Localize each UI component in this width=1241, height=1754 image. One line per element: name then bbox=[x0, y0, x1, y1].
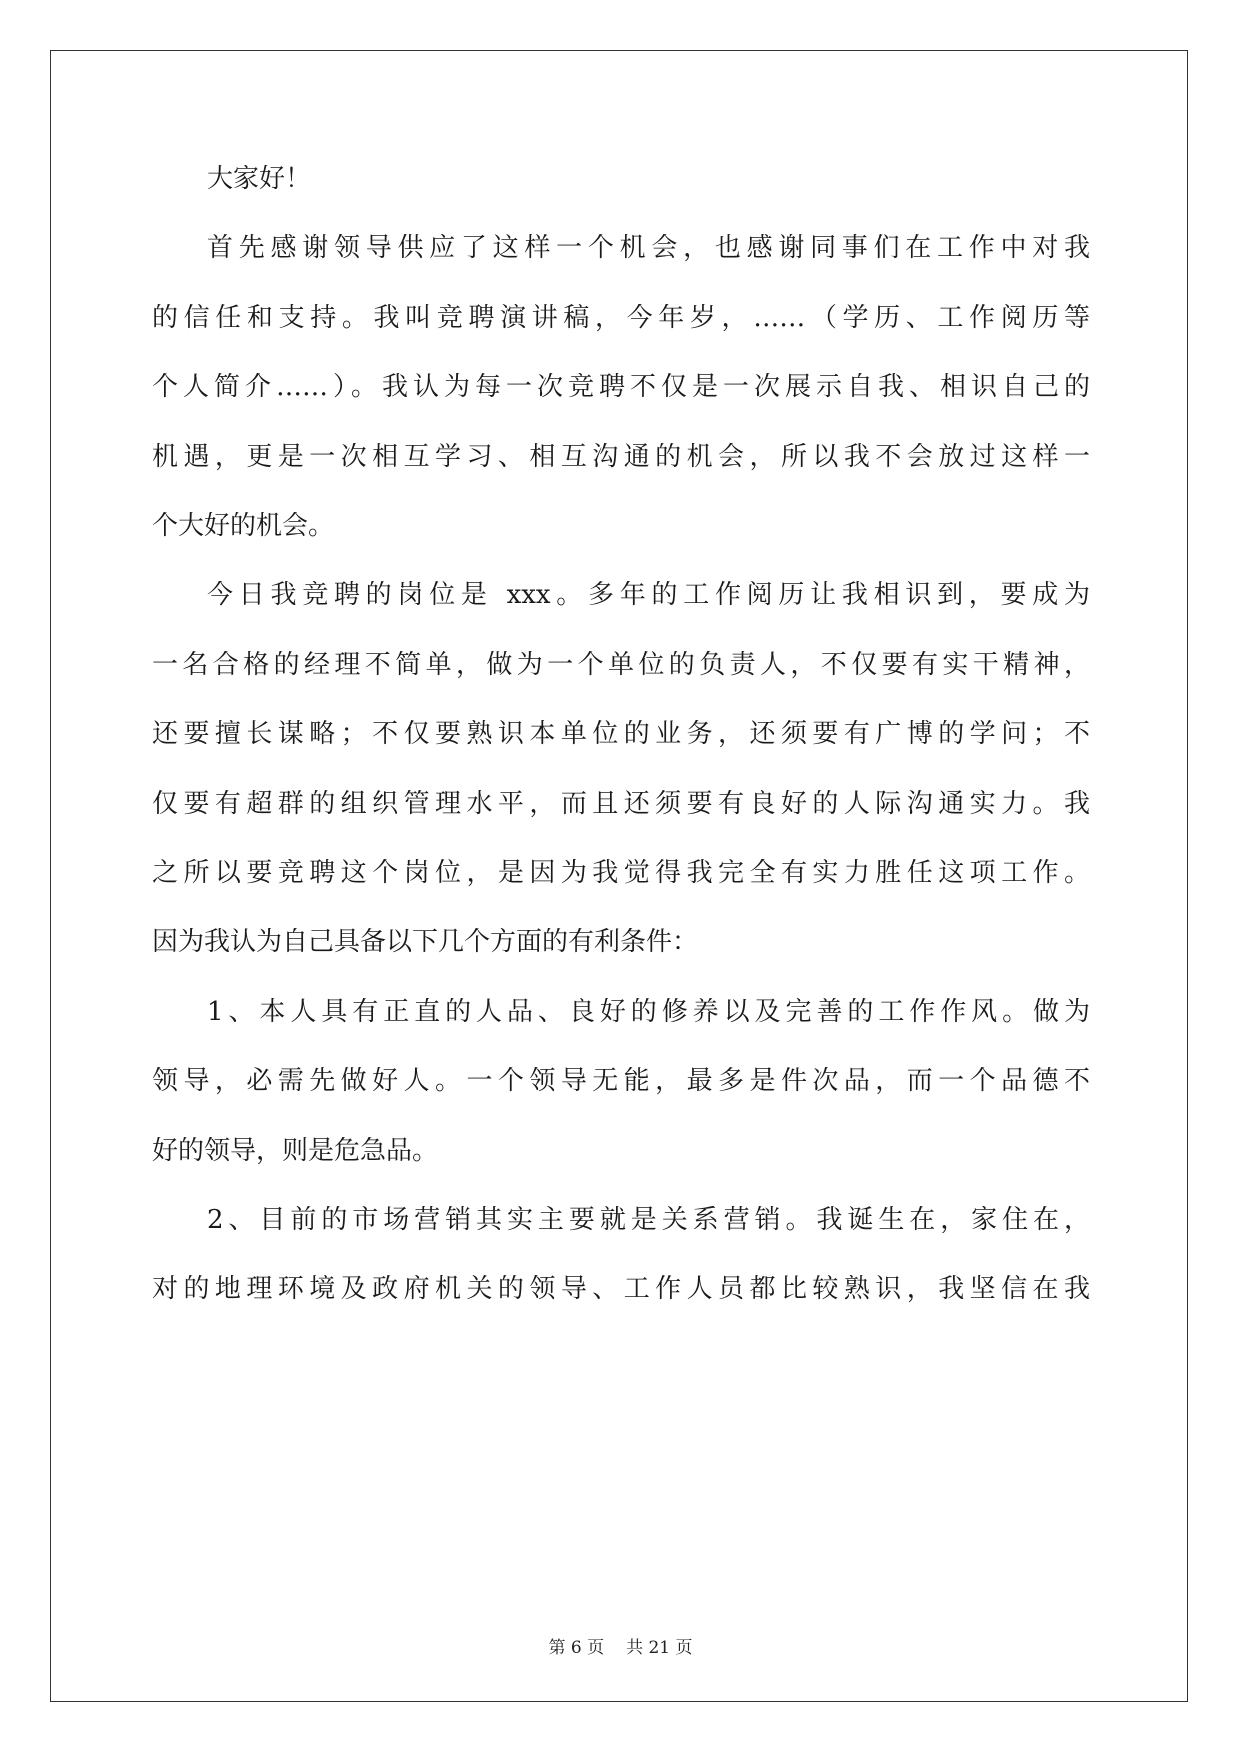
text-line: 2、目前的市场营销其实主要就是关系营销。我诞生在，家住在， bbox=[207, 1206, 1090, 1234]
page-footer bbox=[0, 1633, 1241, 1658]
text-line: 还要擅长谋略；不仅要熟识本单位的业务，还须要有广博的学问；不 bbox=[152, 720, 1090, 749]
text-line: 的信任和支持。我叫竞聘演讲稿，今年岁，……（学历、工作阅历等 bbox=[152, 303, 1090, 332]
text-line: 对的地理环境及政府机关的领导、工作人员都比较熟识，我坚信在我 bbox=[152, 1275, 1090, 1304]
text-line: 机遇，更是一次相互学习、相互沟通的机会，所以我不会放过这样一 bbox=[152, 442, 1090, 471]
page-total: 共 21 页 bbox=[626, 1638, 693, 1658]
text-line: 因为我认为自己具备以下几个方面的有利条件： bbox=[152, 928, 699, 957]
text-line: 1、本人具有正直的人品、良好的修养以及完善的工作作风。做为 bbox=[207, 997, 1090, 1026]
text-line: 个大好的机会。 bbox=[152, 512, 335, 540]
text-line: 今日我竞聘的岗位是 xxx。多年的工作阅历让我相识到，要成为 bbox=[207, 581, 1090, 610]
text-line: 首先感谢领导供应了这样一个机会，也感谢同事们在工作中对我 bbox=[207, 234, 1090, 263]
text-line: 之所以要竞聘这个岗位，是因为我觉得我完全有实力胜任这项工作。 bbox=[152, 859, 1090, 887]
text-line: 大家好！ bbox=[207, 165, 312, 193]
text-line: 仅要有超群的组织管理水平，而且还须要有良好的人际沟通实力。我 bbox=[152, 789, 1090, 818]
text-line: 领导，必需先做好人。一个领导无能，最多是件次品，而一个品德不 bbox=[152, 1067, 1090, 1096]
text-line: 个人简介……）。我认为每一次竞聘不仅是一次展示自我、相识自己的 bbox=[152, 373, 1090, 402]
text-line: 好的领导，则是危急品。 bbox=[152, 1136, 439, 1165]
page-number: 第 6 页 bbox=[548, 1638, 605, 1658]
text-line: 一名合格的经理不简单，做为一个单位的负责人，不仅要有实干精神， bbox=[152, 650, 1090, 679]
